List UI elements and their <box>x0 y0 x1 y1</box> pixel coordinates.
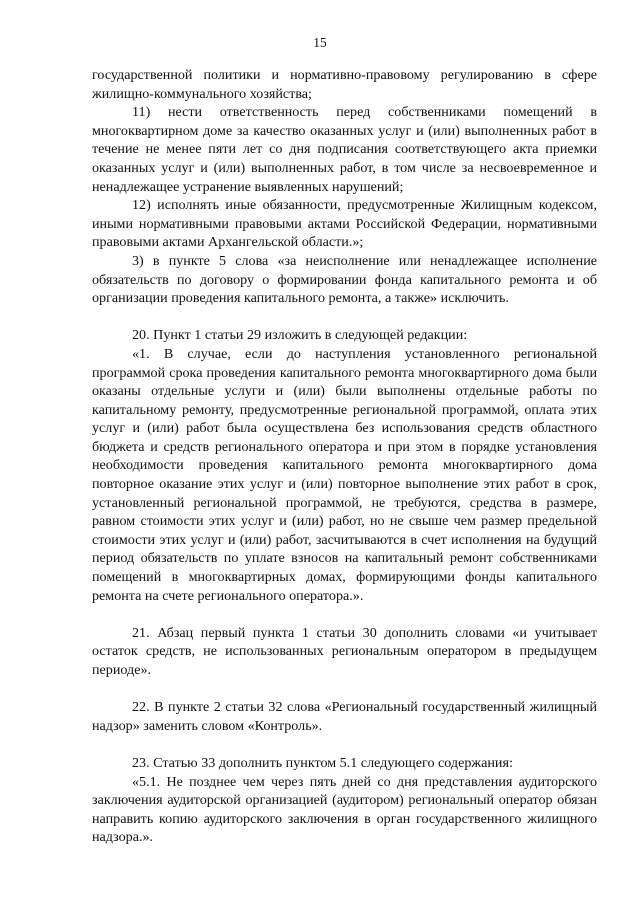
paragraph-item-12: 12) исполнять иные обязанности, предусмотренные Жилищным кодексом, иными нормативными правовыми актами Российской Федерации, нормативными правовыми актами Архангельской области.»; <box>92 197 597 251</box>
paragraph-item-11: 11) нести ответственность перед собственниками помещений в многоквартирном доме за качество оказанных услуг и (или) выполненных работ в течение не менее пяти лет со дня подписания соответствующего акта приемки оказанных услуг и (или) выполненных работ, в том числе за несвоевременное и ненадлежащее устранение выявленных нарушений; <box>92 104 597 195</box>
paragraph-section-23: 23. Статью 33 дополнить пунктом 5.1 следующего содержания: <box>132 754 513 771</box>
paragraph-continuation: государственной политики и нормативно-правовому регулированию в сфере жилищно-коммунального хозяйства; <box>92 67 597 102</box>
paragraph-section-23-text: «5.1. Не позднее чем через пять дней со дня представления аудиторского заключения аудиторской организацией (аудитором) региональный оператор обязан направить копию аудиторского заключения в орган государственного жилищного надзора.». <box>92 773 597 846</box>
paragraph-section-20: 20. Пункт 1 статьи 29 изложить в следующей редакции: <box>132 327 468 344</box>
paragraph-section-20-text: «1. В случае, если до наступления установленного региональной программой срока проведения капитального ремонта многоквартирного дома были оказаны отдельные услуги и (или) были выполнены отдельные работы по капитальному ремонту, предусмотренные региональной программой, оплата этих услуг и (или) работ была осуществлена без использования средств областного бюджета и средств регионального оператора и при этом в порядке установления необходимости проведения капитального ремонта многоквартирного дома повторное оказание этих услуг и (или) повторное выполнение этих работ в срок, установленный региональной программой, не требуются, средства в размере, равном стоимости этих услуг и (или) работ, но не свыше чем размер предельной стоимости этих услуг и (или) работ, засчитываются в счет исполнения на будущий период обязательств по уплате взносов на капитальный ремонт собственниками помещений в многоквартирных домах, формирующими фонды капитального ремонта на счете регионального оператора.». <box>92 345 597 604</box>
document-body <box>92 66 597 847</box>
paragraph-item-3: 3) в пункте 5 слова «за неисполнение или ненадлежащее исполнение обязательств по договору о формировании фонда капитального ремонта и об организации проведения капитального ремонта, а также» исключить. <box>92 252 597 307</box>
page-number: 15 <box>313 35 327 50</box>
paragraph-section-21: 21. Абзац первый пункта 1 статьи 30 дополнить словами «и учитывает остаток средств, не использованных региональным оператором в предыдущем периоде». <box>92 624 597 678</box>
paragraph-section-22: 22. В пункте 2 статьи 32 слова «Региональный государственный жилищный надзор» заменить словом «Контроль». <box>92 699 597 734</box>
